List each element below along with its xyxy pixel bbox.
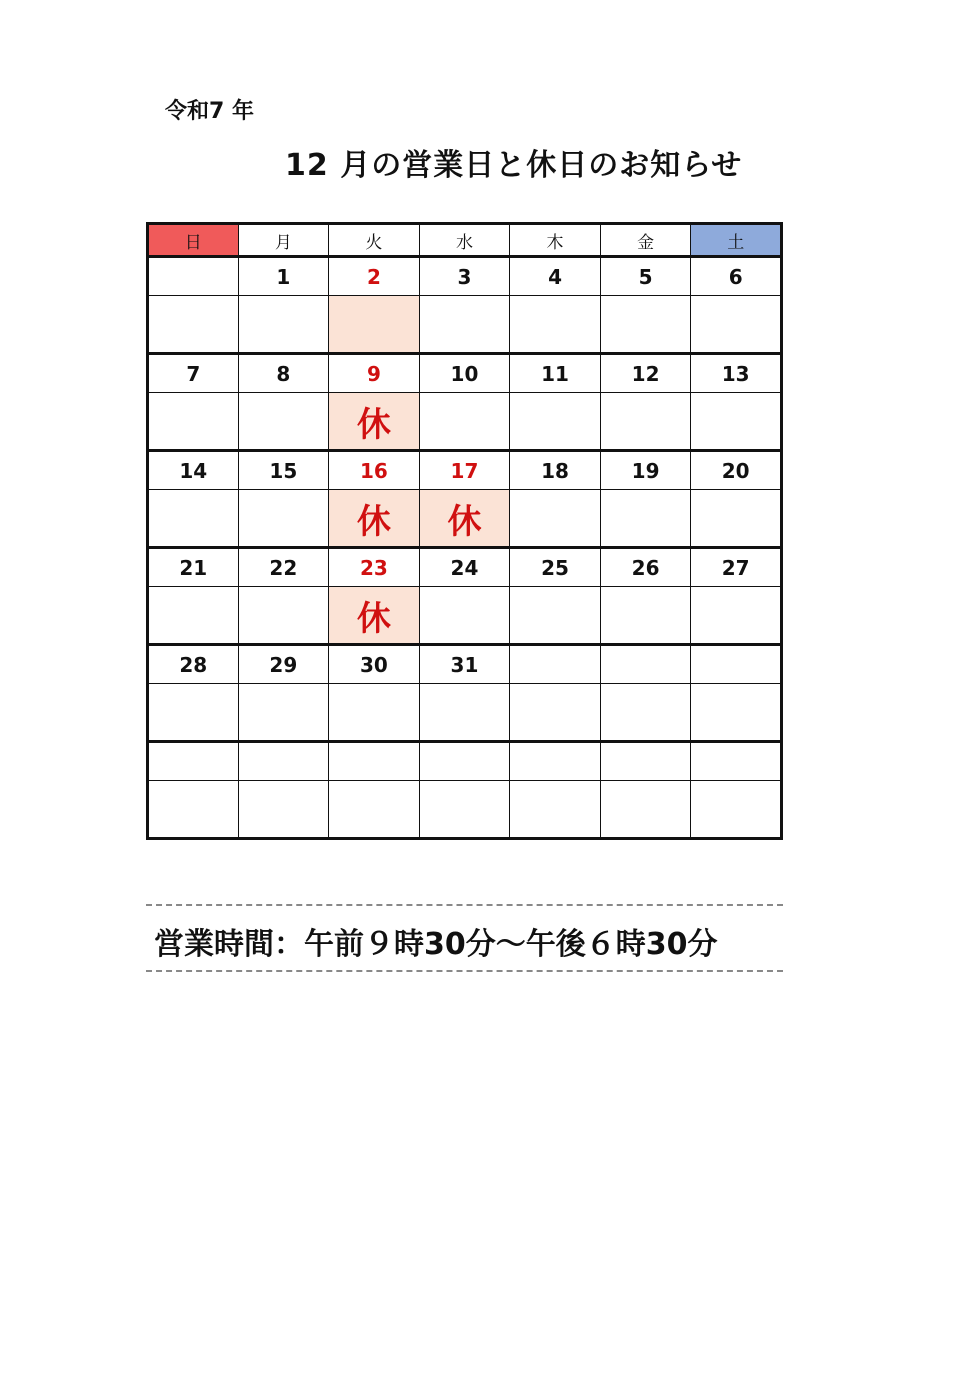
mark-cell <box>238 684 329 742</box>
mark-cell <box>600 393 691 451</box>
date-cell <box>148 257 239 296</box>
holiday-date-cell: 17 <box>419 451 510 490</box>
date-cell: 10 <box>419 354 510 393</box>
date-cell <box>600 645 691 684</box>
mark-row <box>148 684 782 742</box>
date-row <box>148 451 782 490</box>
calendar-table <box>146 222 783 840</box>
date-cell: 25 <box>510 548 601 587</box>
date-cell <box>510 645 601 684</box>
mark-row <box>148 587 782 645</box>
date-cell: 3 <box>419 257 510 296</box>
date-cell: 15 <box>238 451 329 490</box>
mark-cell <box>238 490 329 548</box>
date-cell: 20 <box>691 451 782 490</box>
date-cell: 26 <box>600 548 691 587</box>
mark-row <box>148 296 782 354</box>
weekday-sat: 土 <box>691 224 782 257</box>
date-row <box>148 742 782 781</box>
mark-cell <box>238 393 329 451</box>
business-hours-box <box>146 904 783 972</box>
mark-cell <box>419 684 510 742</box>
mark-cell <box>419 587 510 645</box>
mark-cell <box>510 587 601 645</box>
date-cell <box>600 742 691 781</box>
mark-cell <box>691 393 782 451</box>
mark-row <box>148 781 782 839</box>
date-cell: 24 <box>419 548 510 587</box>
date-cell: 27 <box>691 548 782 587</box>
date-cell: 13 <box>691 354 782 393</box>
weekday-fri: 金 <box>600 224 691 257</box>
holiday-mark-cell: 休 <box>329 490 420 548</box>
business-hours-text: 営業時間：午前９時30分～午後６時30分 <box>154 927 718 962</box>
date-row <box>148 548 782 587</box>
date-cell <box>691 645 782 684</box>
holiday-date-cell: 16 <box>329 451 420 490</box>
mark-cell <box>238 296 329 354</box>
mark-cell <box>148 587 239 645</box>
mark-cell <box>691 296 782 354</box>
mark-row <box>148 393 782 451</box>
mark-cell <box>148 393 239 451</box>
date-cell: 22 <box>238 548 329 587</box>
page-title: 12 月の営業日と休日のお知らせ <box>285 148 743 183</box>
mark-cell <box>691 490 782 548</box>
holiday-mark-cell: 休 <box>419 490 510 548</box>
mark-cell <box>148 781 239 839</box>
date-cell: 19 <box>600 451 691 490</box>
date-cell: 1 <box>238 257 329 296</box>
mark-cell <box>148 296 239 354</box>
date-cell: 30 <box>329 645 420 684</box>
date-cell: 28 <box>148 645 239 684</box>
date-cell: 8 <box>238 354 329 393</box>
weekday-sun: 日 <box>148 224 239 257</box>
mark-cell <box>238 781 329 839</box>
date-row <box>148 354 782 393</box>
weekday-thu: 木 <box>510 224 601 257</box>
mark-cell <box>600 296 691 354</box>
weekday-wed: 水 <box>419 224 510 257</box>
mark-cell <box>419 296 510 354</box>
date-cell: 14 <box>148 451 239 490</box>
holiday-date-cell: 2 <box>329 257 420 296</box>
mark-cell <box>510 781 601 839</box>
mark-cell <box>510 296 601 354</box>
date-cell: 31 <box>419 645 510 684</box>
date-cell <box>148 742 239 781</box>
mark-cell <box>148 490 239 548</box>
weekday-mon: 月 <box>238 224 329 257</box>
weekday-header-row <box>148 224 782 257</box>
date-cell: 11 <box>510 354 601 393</box>
date-cell <box>419 742 510 781</box>
mark-cell <box>600 587 691 645</box>
date-row <box>148 257 782 296</box>
mark-cell <box>419 393 510 451</box>
weekday-tue: 火 <box>329 224 420 257</box>
date-cell: 29 <box>238 645 329 684</box>
date-cell: 21 <box>148 548 239 587</box>
date-cell: 5 <box>600 257 691 296</box>
mark-cell <box>691 587 782 645</box>
date-cell: 12 <box>600 354 691 393</box>
holiday-date-cell: 23 <box>329 548 420 587</box>
date-cell: 4 <box>510 257 601 296</box>
date-cell: 6 <box>691 257 782 296</box>
mark-cell <box>510 490 601 548</box>
mark-row <box>148 490 782 548</box>
mark-cell <box>691 684 782 742</box>
date-cell: 7 <box>148 354 239 393</box>
mark-cell <box>238 587 329 645</box>
holiday-mark-cell <box>329 296 420 354</box>
holiday-mark-cell: 休 <box>329 587 420 645</box>
date-cell <box>329 742 420 781</box>
holiday-date-cell: 9 <box>329 354 420 393</box>
mark-cell <box>600 684 691 742</box>
holiday-mark-cell: 休 <box>329 393 420 451</box>
mark-cell <box>600 490 691 548</box>
mark-cell <box>329 781 420 839</box>
mark-cell <box>510 393 601 451</box>
mark-cell <box>510 684 601 742</box>
date-cell <box>691 742 782 781</box>
mark-cell <box>419 781 510 839</box>
mark-cell <box>329 684 420 742</box>
era-year-label: 令和7 年 <box>165 99 254 124</box>
date-cell: 18 <box>510 451 601 490</box>
mark-cell <box>148 684 239 742</box>
mark-cell <box>600 781 691 839</box>
mark-cell <box>691 781 782 839</box>
date-cell <box>238 742 329 781</box>
date-row <box>148 645 782 684</box>
date-cell <box>510 742 601 781</box>
